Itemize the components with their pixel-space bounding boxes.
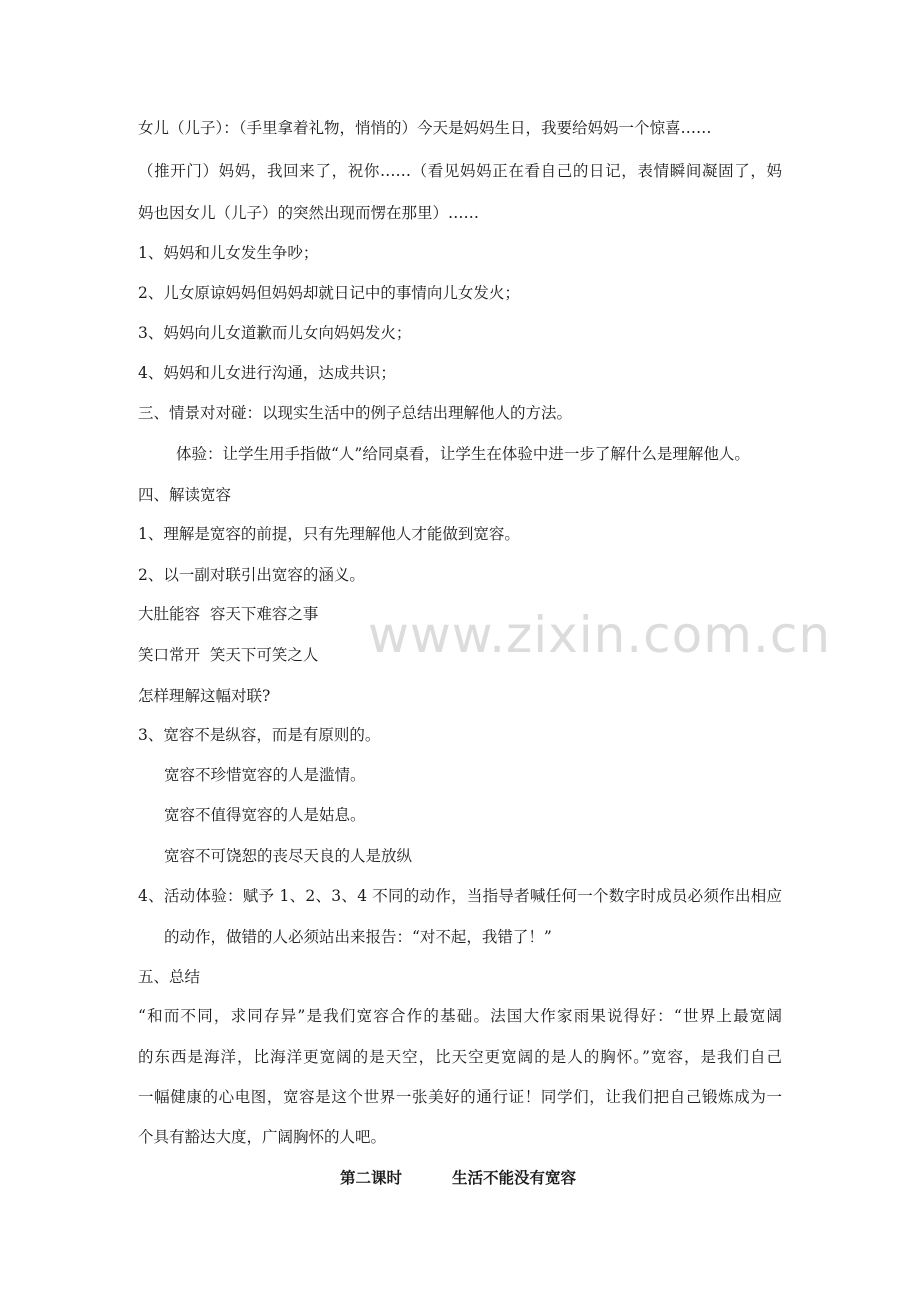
list-item: 2、儿女原谅妈妈但妈妈却就日记中的事情向儿女发火； (138, 284, 520, 302)
paragraph-line: 的东西是海洋，比海洋更宽阔的是天空，比天空更宽阔的是人的胸怀。”宽容，是我们自己 (138, 1048, 782, 1066)
paragraph-line: （推开门）妈妈，我回来了，祝你……（看见妈妈正在看自己的日记，表情瞬间凝固了，妈 (138, 162, 782, 180)
list-item: 1、妈妈和儿女发生争吵； (138, 244, 319, 262)
section-heading-5: 五、总结 (138, 968, 201, 986)
list-item: 1、理解是宽容的前提，只有先理解他人才能做到宽容。 (138, 525, 520, 543)
lesson-heading-part1: 第二课时 (340, 1169, 403, 1187)
paragraph-line: 一幅健康的心电图，宽容是这个世界一张美好的通行证！同学们，让我们把自己锻炼成为一 (138, 1088, 782, 1106)
section-heading-4: 四、解读宽容 (138, 486, 232, 504)
couplet-line-1: 大肚能容 容天下难容之事 (138, 605, 319, 623)
lesson-heading-part2: 生活不能没有宽容 (452, 1169, 577, 1187)
paragraph-line: 妈也因女儿（儿子）的突然出现而愣在那里）…… (138, 204, 480, 222)
indented-line: 的动作，做错的人必须站出来报告：“对不起，我错了！” (164, 928, 552, 946)
watermark: www.zixin.com.cn (368, 606, 832, 664)
list-item: 4、活动体验：赋予 1、2、3、4 不同的动作，当指导者喊任何一个数字时成员必须作出相应 (138, 887, 782, 905)
couplet-line-2: 笑口常开 笑天下可笑之人 (138, 646, 319, 664)
list-item: 2、以一副对联引出宽容的涵义。 (138, 566, 365, 584)
question-line: 怎样理解这幅对联? (138, 687, 271, 705)
list-item: 3、宽容不是纵容，而是有原则的。 (138, 726, 381, 744)
indented-line: 宽容不可饶恕的丧尽天良的人是放纵 (164, 847, 413, 865)
indented-line: 宽容不珍惜宽容的人是滥情。 (164, 766, 366, 784)
list-item: 3、妈妈向儿女道歉而儿女向妈妈发火； (138, 324, 412, 342)
paragraph-line: 个具有豁达大度，广阔胸怀的人吧。 (138, 1128, 387, 1146)
paragraph-line: 女儿（儿子）：（手里拿着礼物，悄悄的）今天是妈妈生日，我要给妈妈一个惊喜…… (138, 119, 712, 137)
experience-line: 体验：让学生用手指做“人”给同桌看，让学生在体验中进一步了解什么是理解他人。 (176, 445, 750, 463)
section-heading-3: 三、情景对对碰：以现实生活中的例子总结出理解他人的方法。 (138, 404, 573, 422)
list-item: 4、妈妈和儿女进行沟通，达成共识； (138, 364, 396, 382)
indented-line: 宽容不值得宽容的人是姑息。 (164, 806, 366, 824)
paragraph-line: “和而不同，求同存异”是我们宽容合作的基础。法国大作家雨果说得好：“世界上最宽阔 (138, 1007, 782, 1025)
